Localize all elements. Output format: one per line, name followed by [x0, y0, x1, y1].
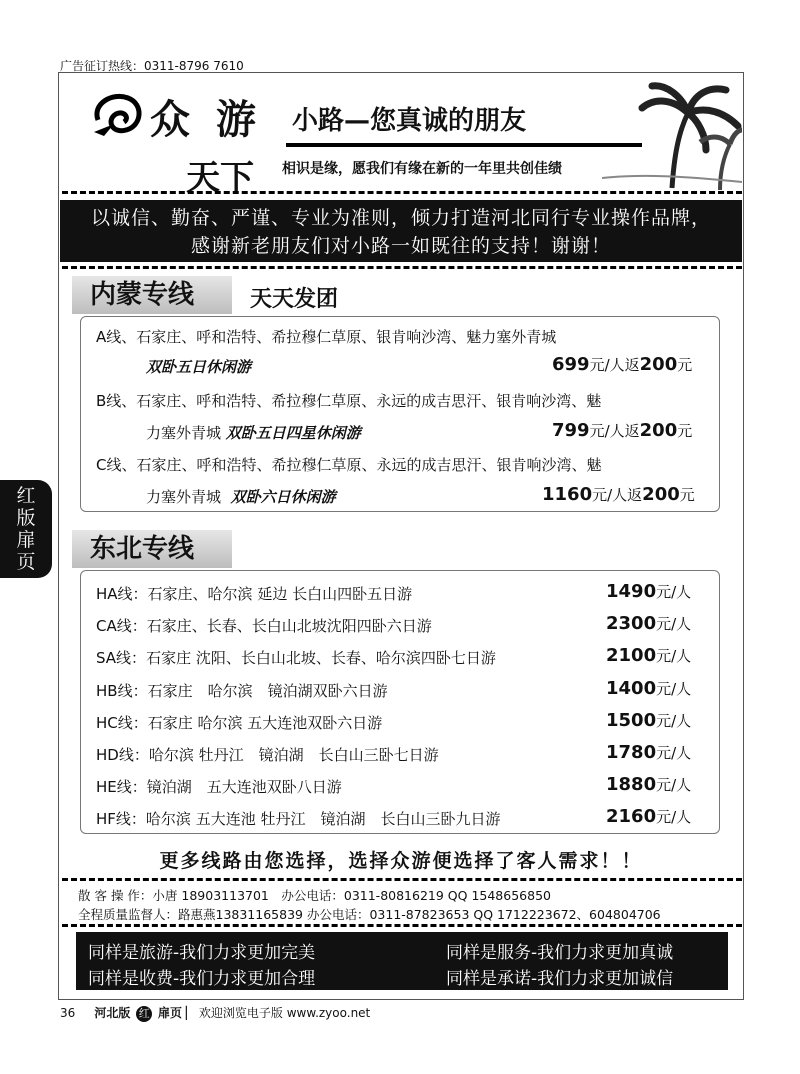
slogan: 小路—您真诚的朋友	[292, 106, 527, 136]
side-tab	[0, 480, 52, 578]
route-b-price: 799元/人返200元	[552, 420, 693, 441]
intro-banner	[60, 200, 742, 262]
palm-tree-icon	[602, 78, 742, 190]
route-c-line: C线、石家庄、呼和浩特、希拉穆仁草原、永远的成吉思汗、银肯响沙湾、魅	[96, 456, 602, 474]
dongbei-route-price: 1500元/人	[606, 710, 692, 731]
hong-badge: 红	[136, 1006, 152, 1022]
motto-b: 同样是服务-我们力求更加真诚	[446, 943, 674, 963]
route-a-note: 双卧五日休闲游	[146, 358, 252, 376]
contact-line-1: 散 客 操 作：小唐 18903113701 办公电话：0311-80816219 QQ 1548656850	[78, 888, 551, 903]
dongbei-route-price: 2160元/人	[606, 806, 692, 827]
brand-name: 众 游	[150, 96, 262, 143]
dongbei-route-row: HB线：石家庄 哈尔滨 镜泊湖双卧六日游	[96, 682, 388, 700]
motto-d: 同样是承诺-我们力求更加诚信	[446, 969, 674, 989]
route-c-price: 1160元/人返200元	[542, 484, 695, 505]
route-a-price: 699元/人返200元	[552, 354, 693, 375]
banner-line-1: 以诚信、勤奋、严谨、专业为准则，倾力打造河北同行专业操作品牌，	[90, 207, 711, 229]
dongbei-route-price: 1880元/人	[606, 774, 692, 795]
footer: 36 河北版 红 扉页 ▏ 欢迎浏览电子版 www.zyoo.net	[60, 1006, 371, 1020]
section-label: 扉页	[158, 1006, 183, 1020]
more-routes-slogan: 更多线路由您选择，选择众游便选择了客人需求！！	[159, 850, 643, 872]
dashed-divider	[62, 191, 742, 194]
ad-hotline: 广告征订热线：0311-8796 7610	[60, 59, 244, 73]
welcome-text: 欢迎浏览电子版 www.zyoo.net	[198, 1006, 371, 1020]
dongbei-route-row: SA线：石家庄 沈阳、长白山北坡、长春、哈尔滨四卧七日游	[96, 649, 496, 667]
motto-a: 同样是旅游-我们力求更加完美	[88, 943, 316, 963]
neimeng-section-title: 内蒙专线	[72, 276, 232, 314]
dongbei-route-price: 2300元/人	[606, 613, 692, 634]
dongbei-route-price: 1780元/人	[606, 742, 692, 763]
side-tab-char: 页	[16, 551, 36, 573]
dongbei-route-row: HD线：哈尔滨 牡丹江 镜泊湖 长白山三卧七日游	[96, 746, 439, 764]
dongbei-route-price: 1490元/人	[606, 581, 692, 602]
tianxia-text: 天下	[186, 158, 254, 198]
page-number: 36	[60, 1006, 76, 1020]
dongbei-route-price: 1400元/人	[606, 678, 692, 699]
banner-line-2: 感谢新老朋友们对小路一如既往的支持！谢谢！	[190, 235, 611, 257]
side-tab-char: 版	[16, 507, 36, 529]
side-tab-char: 扉	[16, 529, 36, 551]
header	[60, 78, 742, 198]
motto-box	[76, 932, 728, 990]
header-rule	[286, 143, 642, 147]
side-tab-char: 红	[16, 485, 36, 507]
route-a-line: A线、石家庄、呼和浩特、希拉穆仁草原、银肯响沙湾、魅力塞外青城	[96, 328, 557, 346]
route-b-line2: 力塞外青城 双卧五日四星休闲游	[146, 424, 361, 442]
motto-c: 同样是收费-我们力求更加合理	[88, 969, 316, 989]
edition-label: 河北版	[94, 1006, 131, 1020]
route-b-line: B线、石家庄、呼和浩特、希拉穆仁草原、永远的成吉思汗、银肯响沙湾、魅	[96, 392, 602, 410]
dashed-divider	[62, 878, 742, 881]
dashed-divider	[62, 924, 742, 927]
dongbei-route-row: HC线：石家庄 哈尔滨 五大连池双卧六日游	[96, 714, 383, 732]
dongbei-route-row: CA线：石家庄、长春、长白山北坡沈阳四卧六日游	[96, 617, 432, 635]
dashed-divider	[62, 266, 742, 269]
dongbei-route-row: HA线：石家庄、哈尔滨 延边 长白山四卧五日游	[96, 585, 413, 603]
dongbei-route-row: HF线：哈尔滨 五大连池 牡丹江 镜泊湖 长白山三卧九日游	[96, 810, 501, 828]
dongbei-section-title: 东北专线	[72, 530, 232, 568]
route-c-line2: 力塞外青城 双卧六日休闲游	[146, 488, 336, 506]
sub-slogan: 相识是缘，愿我们有缘在新的一年里共创佳绩	[282, 161, 562, 177]
dongbei-route-row: HE线：镜泊湖 五大连池双卧八日游	[96, 778, 342, 796]
contact-line-2: 全程质量监督人：路惠燕13831165839 办公电话：0311-87823653 QQ 1712223672、604804706	[78, 907, 661, 922]
neimeng-tag: 天天发团	[250, 287, 339, 312]
swirl-logo-icon	[90, 90, 154, 140]
dongbei-route-price: 2100元/人	[606, 645, 692, 666]
